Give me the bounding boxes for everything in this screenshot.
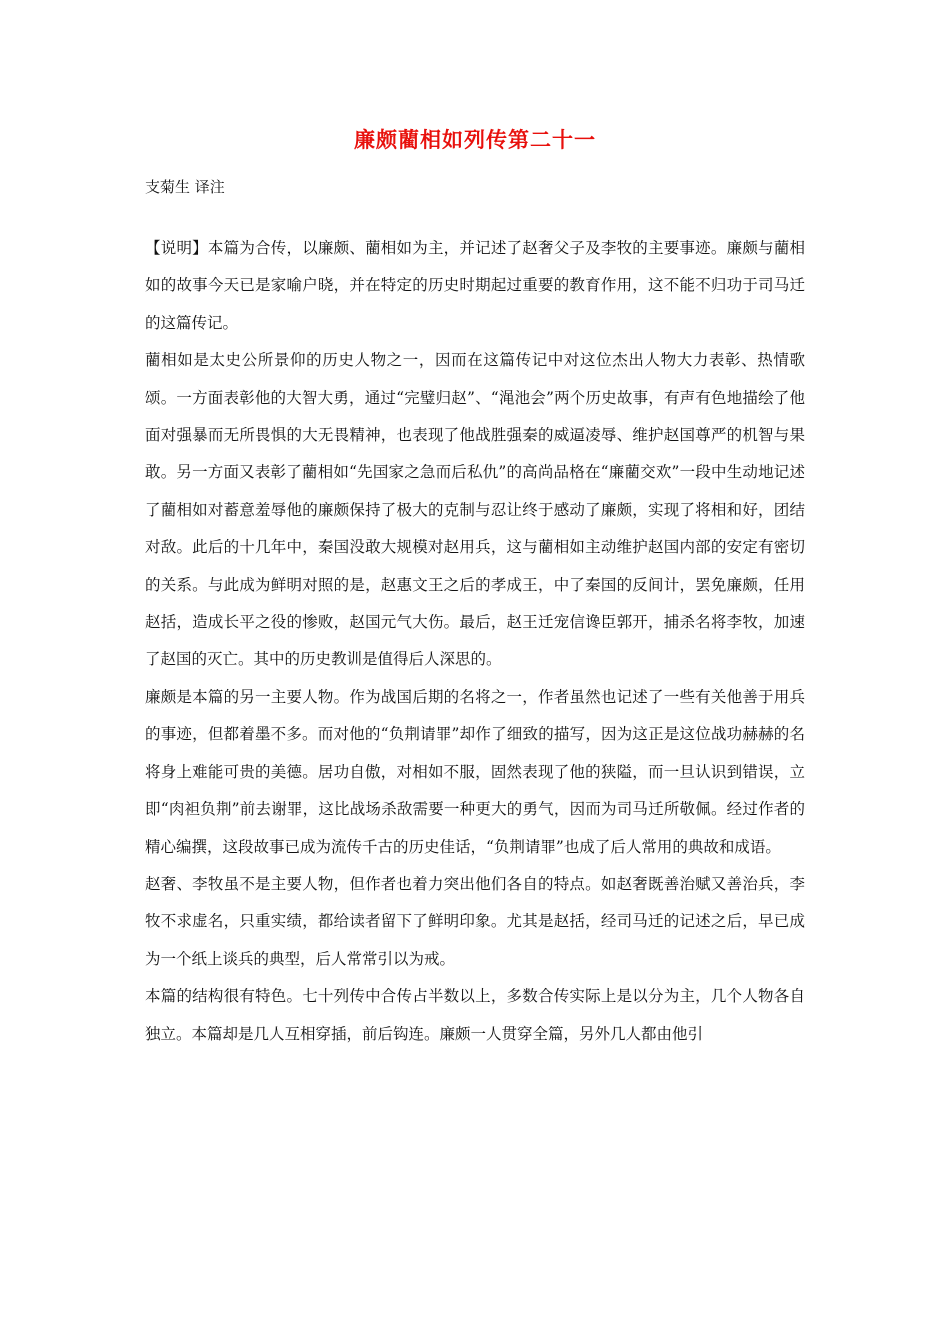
document-body [145, 230, 805, 1053]
paragraph-zhao-she-li-mu: 赵奢、李牧虽不是主要人物，但作者也着力突出他们各自的特点。如赵奢既善治赋又善治兵，李牧不求虚名，只重实绩，都给读者留下了鲜明印象。尤其是赵括，经司马迁的记述之后，早已成为一个纸上谈兵的典型，后人常常引以为戒。 [145, 874, 805, 968]
paragraph-lian-po: 廉颇是本篇的另一主要人物。作为战国后期的名将之一，作者虽然也记述了一些有关他善于用兵的事迹，但都着墨不多。而对他的“负荆请罪”却作了细致的描写，因为这正是这位战功赫赫的名将身上难能可贵的美德。居功自傲，对相如不服，固然表现了他的狭隘，而一旦认识到错误，立即“肉袒负荆”前去谢罪，这比战场杀敌需要一种更大的勇气，因而为司马迁所敬佩。经过作者的精心编撰，这段故事已成为流传千古的历史佳话，“负荆请罪”也成了后人常用的典故和成语。 [145, 687, 805, 856]
author-line: 支菊生 译注 [145, 178, 225, 196]
paragraph-explanation: 【说明】本篇为合传，以廉颇、藺相如为主，并记述了赵奢父子及李牧的主要事迹。廉颇与藺相如的故事今天已是家喻户晓，并在特定的历史时期起过重要的教育作用，这不能不归功于司马迁的这篇传记。 [145, 239, 805, 332]
paragraph-lin-xiangru: 藺相如是太史公所景仰的历史人物之一，因而在这篇传记中对这位杰出人物大力表彰、热情歌颂。一方面表彰他的大智大勇，通过“完璧归赵”、“渑池会”两个历史故事，有声有色地描绘了他面对强暴而无所畏惧的大无畏精神，也表现了他战胜强秦的威逼凌辱、维护赵国尊严的机智与果敢。另一方面又表彰了藺相如“先国家之急而后私仇”的高尚品格在“廉藺交欢”一段中生动地记述了藺相如对蓄意羞辱他的廉颇保持了极大的克制与忍让终于感动了廉颇，实现了将相和好，团结对敌。此后的十几年中，秦国没敢大规模对赵用兵，这与藺相如主动维护赵国内部的安定有密切的关系。与此成为鲜明对照的是，赵惠文王之后的孝成王，中了秦国的反间计，罢免廉颇，任用赵括，造成长平之役的惨败，赵国元气大伤。最后，赵王迁宠信谗臣郭开，捕杀名将李牧，加速了赵国的灭亡。其中的历史教训是值得后人深思的。 [145, 351, 805, 669]
paragraph-structure: 本篇的结构很有特色。七十列传中合传占半数以上，多数合传实际上是以分为主，几个人物各自独立。本篇却是几人互相穿插，前后钩连。廉颇一人贯穿全篇，另外几人都由他引 [145, 987, 805, 1043]
document-title: 廉颇藺相如列传第二十一 [354, 127, 596, 152]
